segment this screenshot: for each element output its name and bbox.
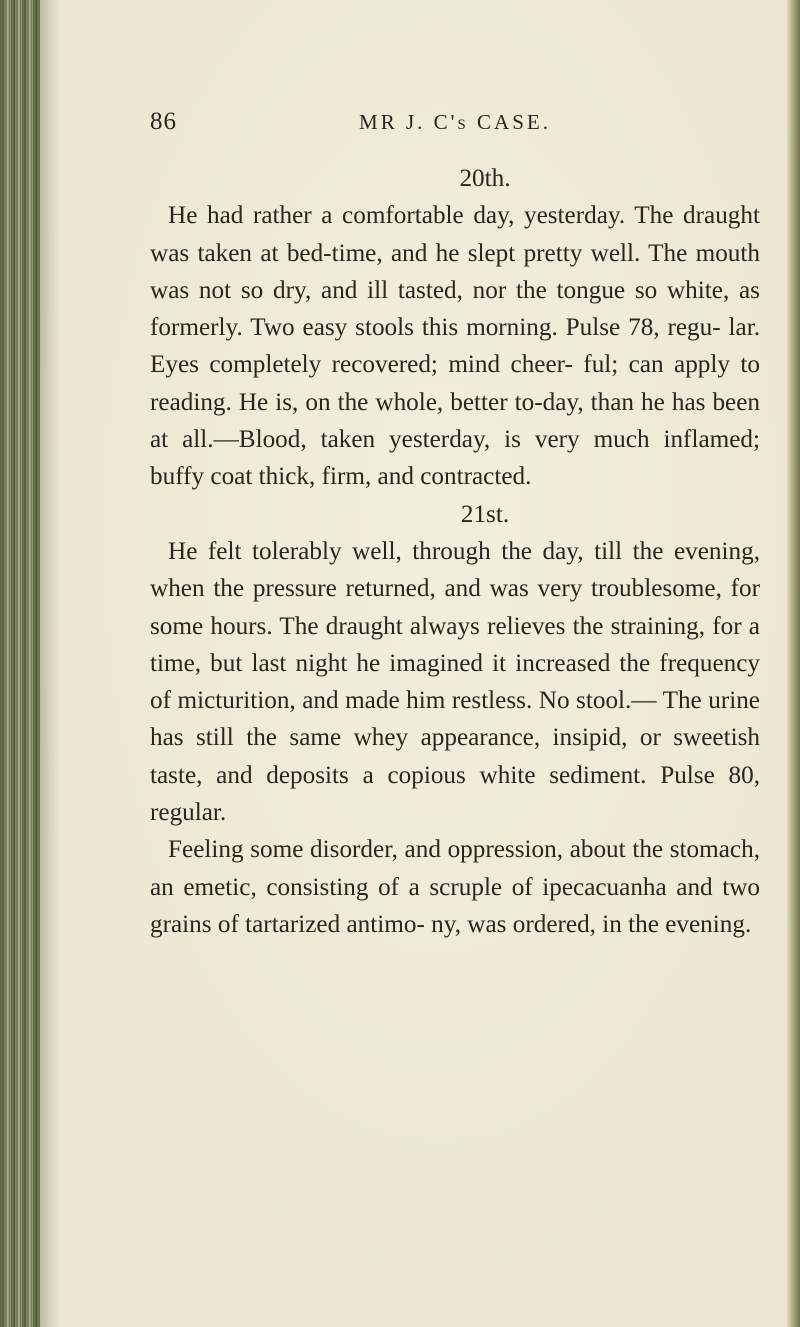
book-binding-gutter [0, 0, 40, 1327]
body-text [150, 160, 760, 943]
entry-date-20th: 20th. [459, 165, 511, 192]
running-head: MR J. C's CASE. [359, 110, 551, 134]
paragraph-21st-2: Feeling some disorder, and oppression, about the stomach, an emetic, consisting of a scruple of ipecacuanha and two grains of tartarized antimo- ny, was ordered, in the evening. [150, 836, 760, 938]
entry-date-21st: 21st. [460, 500, 510, 528]
gutter-shadow [36, 0, 60, 1327]
page-number: 86 [150, 108, 177, 135]
page-edge [786, 0, 800, 1327]
paragraph-20th: He had rather a comfortable day, yesterday. The draught was taken at bed-time, and he slept pretty well. The mouth was not so dry, and ill tasted, nor the tongue so white, as formerly. Two easy stools this morning. Pulse 78, regu- lar. Eyes completely recovered; mind cheer- ful; can apply to reading. He is, on the whole, better to-day, than he has been at all.—Blood, taken yesterday, is very much inflamed; buffy coat thick, firm, and contracted. [150, 202, 760, 491]
page-header [150, 108, 760, 144]
paragraph-21st-1: He felt tolerably well, through the day, till the evening, when the pressure returned, and was very troublesome, for some hours. The draught always relieves the straining, for a time, but last night he imagined it increased the frequency of micturition, and made him restless. No stool.— The urine has still the same whey appearance, insipid, or sweetish taste, and deposits a copious white sediment. Pulse 80, regular. [150, 537, 760, 827]
